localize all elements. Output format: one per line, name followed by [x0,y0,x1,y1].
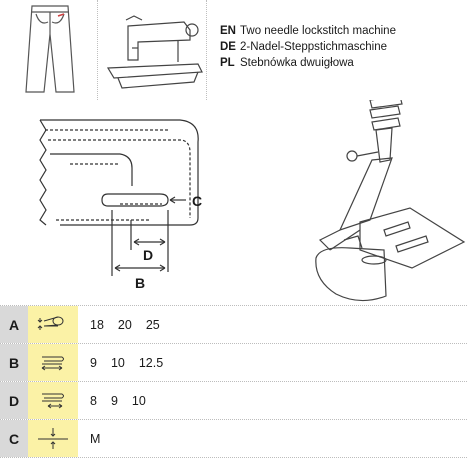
material-thickness-icon [28,306,78,343]
technical-drawing [0,100,467,305]
value: 10 [110,355,125,370]
spec-table [0,305,467,458]
lang-row-de [220,39,396,55]
inner-fold-width-glyph [28,382,78,419]
folder-attachment [316,100,464,301]
folded-width-glyph [28,344,78,381]
label-b: B [135,275,146,291]
row-label: D [0,382,28,419]
value: M [90,431,101,446]
row-values [90,344,177,381]
row-label: B [0,344,28,381]
lang-text: 2-Nadel-Steppstichmaschine [240,41,388,53]
material-thickness-glyph [28,306,78,343]
value: 9 [90,355,97,370]
jeans-icon [0,0,97,100]
value: 25 [145,317,160,332]
lang-text: Stebnówka dwuigłowa [240,57,354,69]
table-row [0,382,467,420]
lang-code: PL [220,57,235,69]
value: 18 [90,317,104,332]
fold-diagram [0,100,467,305]
label-d: D [143,247,154,263]
row-values [90,306,174,343]
value: 20 [117,317,132,332]
table-row [0,344,467,382]
row-label: C [0,420,28,457]
table-row [0,420,467,458]
lang-row-pl [220,55,396,71]
machine-type-list [220,23,396,71]
value: 9 [110,393,118,408]
material-weight-glyph [28,420,78,457]
row-label: A [0,306,28,343]
value: 10 [131,393,146,408]
lang-code: DE [220,41,236,53]
machine-illustration [98,0,207,100]
jeans-illustration [0,0,98,100]
folded-width-icon [28,344,78,381]
value: 12.5 [138,355,164,370]
inner-fold-width-icon [28,382,78,419]
sewing-machine-icon [98,0,206,100]
value: 8 [90,393,97,408]
fabric-fold-diagram [40,120,198,276]
row-values [90,382,160,419]
material-weight-icon [28,420,78,457]
label-c: C [192,193,203,209]
table-row [0,305,467,344]
lang-code: EN [220,25,236,37]
lang-text: Two needle lockstitch machine [240,25,396,37]
row-values [90,420,114,457]
lang-row-en [220,23,396,39]
